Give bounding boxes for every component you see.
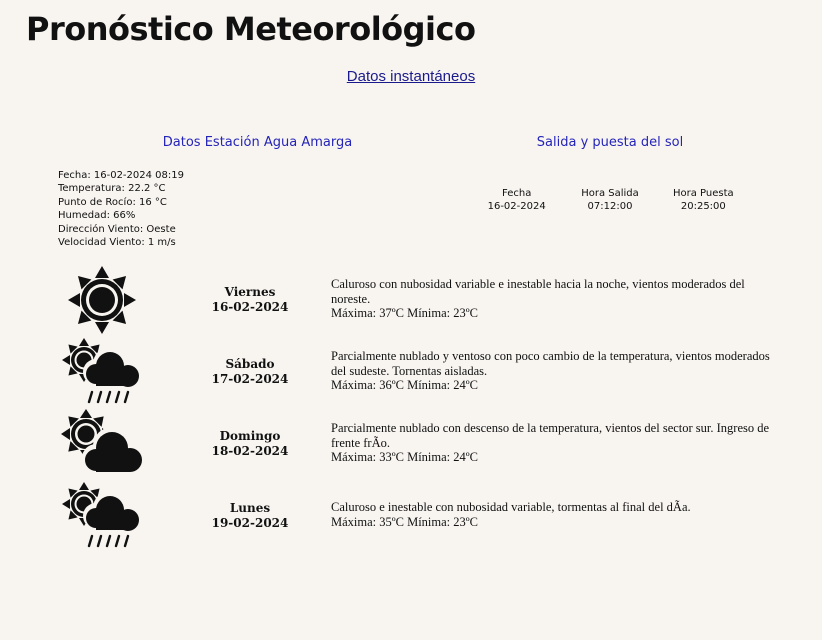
station-temperature: Temperatura: 22.2 °C	[58, 183, 166, 195]
forecast-description	[331, 349, 786, 393]
sun-header-sunrise: Hora Salida	[581, 188, 639, 199]
forecast-temps: Máxima: 36ºC Mínima: 24ºC	[331, 378, 478, 393]
forecast-day-name: Domingo	[219, 429, 281, 443]
station-data	[58, 169, 184, 249]
station-humidity: Humedad: 66%	[58, 210, 136, 222]
forecast-day-name: Lunes	[229, 501, 271, 515]
forecast-description	[331, 421, 786, 465]
station-wind-direction: Dirección Viento: Oeste	[58, 223, 176, 235]
sunset-time: 20:25:00	[680, 201, 726, 213]
forecast-day	[190, 285, 310, 315]
forecast-date: 16-02-2024	[211, 300, 289, 314]
forecast-text: Caluroso con nubosidad variable e inestable hacia la noche, vientos moderados del noreste.	[331, 277, 745, 306]
forecast-date: 19-02-2024	[211, 516, 289, 530]
sunny-icon	[58, 262, 148, 342]
forecast-day	[190, 501, 310, 531]
forecast-date: 18-02-2024	[211, 444, 289, 458]
forecast-day-name: Sábado	[225, 357, 275, 371]
page-title: Pronóstico Meteorológico	[26, 10, 476, 48]
sun-table-header	[470, 187, 750, 200]
instant-data-link[interactable]: Datos instantáneos	[346, 68, 476, 85]
sun-date: 16-02-2024	[487, 201, 546, 213]
forecast-day-name: Viernes	[224, 285, 276, 299]
sun-table	[470, 187, 750, 214]
station-wind-speed: Velocidad Viento: 1 m/s	[58, 237, 176, 249]
station-date: Fecha: 16-02-2024 08:19	[58, 170, 184, 181]
sunrise-time: 07:12:00	[587, 201, 633, 213]
forecast-temps: Máxima: 37ºC Mínima: 23ºC	[331, 306, 478, 321]
forecast-description	[331, 277, 786, 321]
sun-header-sunset: Hora Puesta	[672, 188, 734, 199]
sun-table-row	[470, 200, 750, 213]
forecast-text: Parcialmente nublado y ventoso con poco cambio de la temperatura, vientos moderados del sudeste. Tornentas aisladas.	[331, 349, 770, 378]
forecast-text: Caluroso e inestable con nubosidad variable, tormentas al final del dÃa.	[331, 500, 691, 514]
station-dew-point: Punto de Rocío: 16 °C	[58, 196, 167, 208]
sun-cloud-rain-icon	[58, 480, 148, 560]
forecast-day	[190, 357, 310, 387]
forecast-temps: Máxima: 33ºC Mínima: 24ºC	[331, 450, 478, 465]
forecast-day	[190, 429, 310, 459]
sun-header-date: Fecha	[502, 188, 532, 199]
forecast-text: Parcialmente nublado con descenso de la temperatura, vientos del sector sur. Ingreso de frente frÃo.	[331, 421, 770, 450]
forecast-description	[331, 500, 786, 529]
sun-cloud-rain-icon	[58, 336, 148, 416]
sun-title: Salida y puesta del sol	[536, 135, 684, 150]
forecast-date: 17-02-2024	[211, 372, 289, 386]
partly-cloudy-icon	[58, 408, 148, 488]
forecast-temps: Máxima: 35ºC Mínima: 23ºC	[331, 514, 478, 529]
station-title: Datos Estación Agua Amarga	[162, 135, 353, 150]
